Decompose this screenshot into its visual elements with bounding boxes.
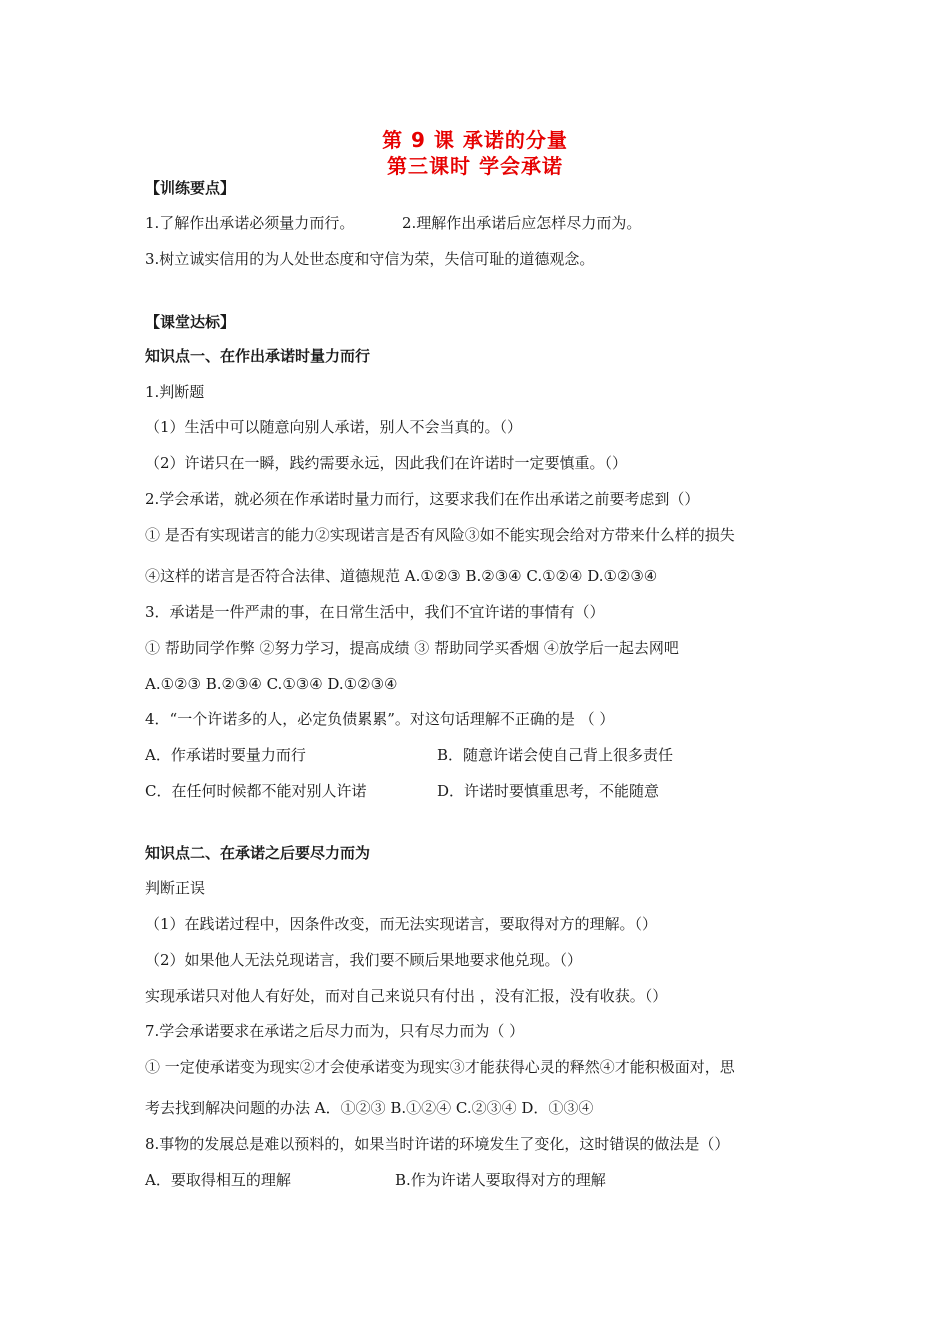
q4-option-a: A．作承诺时要量力而行: [145, 746, 306, 764]
q7-stem: 7.学会承诺要求在承诺之后尽力而为，只有尽力而为（ ）: [145, 1022, 525, 1040]
q7-options-line-2: 考去找到解决问题的办法 A．①②③ B.①②④ C.②③④ D．①③④: [145, 1099, 594, 1117]
knowledge-point-1-heading: 知识点一、在作出承诺时量力而行: [145, 347, 371, 365]
q3-choices: A.①②③ B.②③④ C.①③④ D.①②③④: [145, 675, 398, 693]
q8-option-a: A．要取得相互的理解: [145, 1171, 291, 1189]
judge-item-3: 实现承诺只对他人有好处，而对自己来说只有付出 ，没有汇报，没有收获。（）: [145, 987, 668, 1005]
q4-option-b: B．随意许诺会使自己背上很多责任: [437, 746, 674, 764]
q1-title: 1.判断题: [145, 383, 205, 401]
q2-options-line-1: ① 是否有实现诺言的能力②实现诺言是否有风险③如不能实现会给对方带来什么样的损失: [145, 526, 735, 544]
q8-stem: 8.事物的发展总是难以预料的，如果当时许诺的环境发生了变化，这时错误的做法是（）: [145, 1135, 730, 1153]
q4-stem: 4．“一个许诺多的人，必定负债累累”。对这句话理解不正确的是 （ ）: [145, 710, 615, 728]
lesson-title: 第 9 课 承诺的分量: [382, 128, 568, 152]
q4-option-c: C．在任何时候都不能对别人许诺: [145, 782, 367, 800]
q3-items: ① 帮助同学作弊 ②努力学习，提高成绩 ③ 帮助同学买香烟 ④放学后一起去网吧: [145, 639, 679, 657]
q7-options-line-1: ① 一定使承诺变为现实②才会使承诺变为现实③才能获得心灵的释然④才能积极面对，思: [145, 1058, 735, 1076]
q8-option-b: B.作为许诺人要取得对方的理解: [395, 1171, 606, 1189]
classroom-heading: 【课堂达标】: [145, 313, 236, 331]
knowledge-point-2-heading: 知识点二、在承诺之后要尽力而为: [145, 844, 371, 862]
training-point-1: 1.了解作出承诺必须量力而行。: [145, 214, 355, 232]
q2-options-line-2: ④这样的诺言是否符合法律、道德规范 A.①②③ B.②③④ C.①②④ D.①②③④: [145, 567, 658, 585]
judge-title: 判断正误: [145, 879, 206, 897]
judge-item-1: （1）在践诺过程中，因条件改变，而无法实现诺言，要取得对方的理解。（）: [145, 915, 658, 933]
q1-item-a: （1）生活中可以随意向别人承诺，别人不会当真的。（）: [145, 418, 523, 436]
q1-item-b: （2）许诺只在一瞬，践约需要永远，因此我们在许诺时一定要慎重。（）: [145, 454, 628, 472]
training-heading: 【训练要点】: [145, 179, 236, 197]
training-point-2: 2.理解作出承诺后应怎样尽力而为。: [402, 214, 642, 232]
q4-option-d: D．许诺时要慎重思考，不能随意: [437, 782, 660, 800]
q2-stem: 2.学会承诺，就必须在作承诺时量力而行，这要求我们在作出承诺之前要考虑到（）: [145, 490, 700, 508]
training-point-3: 3.树立诚实信用的为人处世态度和守信为荣，失信可耻的道德观念。: [145, 250, 595, 268]
q3-stem: 3．承诺是一件严肃的事，在日常生活中，我们不宜许诺的事情有（）: [145, 603, 605, 621]
judge-item-2: （2）如果他人无法兑现诺言，我们要不顾后果地要求他兑现。（）: [145, 951, 583, 969]
lesson-subtitle: 第三课时 学会承诺: [387, 154, 563, 178]
